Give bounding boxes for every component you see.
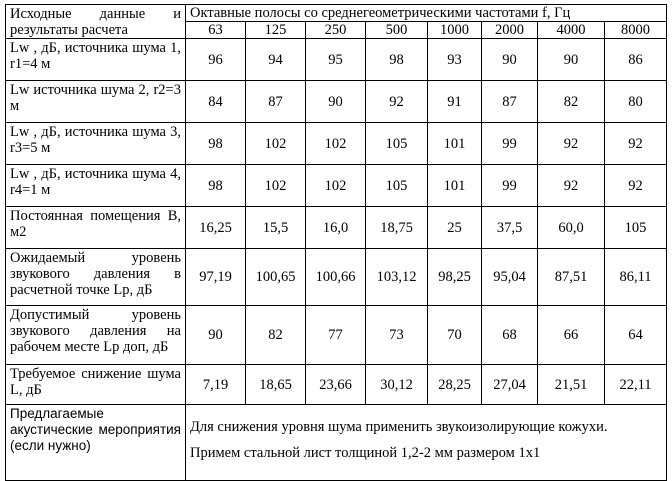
value-cell: 99 (482, 123, 538, 165)
value-cell: 90 (306, 81, 366, 123)
value-cell: 84 (186, 81, 246, 123)
value-cell: 18,75 (366, 207, 428, 249)
value-cell: 102 (306, 165, 366, 207)
value-cell: 99 (482, 165, 538, 207)
value-cell: 82 (246, 306, 306, 365)
value-cell: 21,51 (538, 365, 605, 405)
row-label-source-3: Lw , дБ, источника шума 3, r3=5 м (6, 123, 186, 165)
frequency-header: 63 (186, 22, 246, 39)
value-cell: 100,66 (306, 249, 366, 306)
value-cell: 98 (186, 123, 246, 165)
value-cell: 95 (306, 39, 366, 81)
value-cell: 92 (538, 165, 605, 207)
frequency-header: 1000 (428, 22, 482, 39)
value-cell: 101 (428, 123, 482, 165)
value-cell: 92 (605, 165, 667, 207)
value-cell: 30,12 (366, 365, 428, 405)
value-cell: 105 (605, 207, 667, 249)
table-row (6, 81, 667, 123)
value-cell: 101 (428, 165, 482, 207)
value-cell: 102 (246, 165, 306, 207)
value-cell: 82 (538, 81, 605, 123)
value-cell: 23,66 (306, 365, 366, 405)
value-cell: 92 (538, 123, 605, 165)
table-row (6, 165, 667, 207)
table-row (6, 365, 667, 405)
value-cell: 100,65 (246, 249, 306, 306)
bands-title: Октавные полосы со среднегеометрическими частотами f, Гц (186, 5, 667, 22)
value-cell: 37,5 (482, 207, 538, 249)
frequency-header: 125 (246, 22, 306, 39)
value-cell: 87,51 (538, 249, 605, 306)
value-cell: 94 (246, 39, 306, 81)
value-cell: 22,11 (605, 365, 667, 405)
frequency-header: 4000 (538, 22, 605, 39)
value-cell: 86 (605, 39, 667, 81)
row-label-source-1: Lw , дБ, источника шума 1, r1=4 м (6, 39, 186, 81)
value-cell: 73 (366, 306, 428, 365)
row-label-required-reduction: Требуемое снижение шума L, дБ (6, 365, 186, 405)
frequency-header: 8000 (605, 22, 667, 39)
value-cell: 80 (605, 81, 667, 123)
value-cell: 91 (428, 81, 482, 123)
value-cell: 102 (246, 123, 306, 165)
value-cell: 16,0 (306, 207, 366, 249)
value-cell: 90 (186, 306, 246, 365)
value-cell: 92 (366, 81, 428, 123)
value-cell: 25 (428, 207, 482, 249)
value-cell: 93 (428, 39, 482, 81)
measures-line-1: Для снижения уровня шума применить звукоизолирующие кожухи. (190, 418, 608, 435)
value-cell: 64 (605, 306, 667, 365)
measures-cell (186, 405, 667, 481)
header-label: Исходные данные и результаты расчета (6, 5, 186, 39)
value-cell: 97,19 (186, 249, 246, 306)
value-cell: 92 (605, 123, 667, 165)
value-cell: 7,19 (186, 365, 246, 405)
value-cell: 16,25 (186, 207, 246, 249)
table-row (6, 306, 667, 365)
table-row (6, 123, 667, 165)
row-label-expected-level: Ожидаемый уровень звукового давления в расчетной точке Lp, дБ (6, 249, 186, 306)
value-cell: 77 (306, 306, 366, 365)
value-cell: 96 (186, 39, 246, 81)
row-label-source-4: Lw , дБ, источника шума 4, r4=1 м (6, 165, 186, 207)
value-cell: 98,25 (428, 249, 482, 306)
value-cell: 103,12 (366, 249, 428, 306)
measures-line-2: Примем стальной лист толщиной 1,2-2 мм размером 1х1 (190, 444, 541, 461)
value-cell: 15,5 (246, 207, 306, 249)
table-row (6, 39, 667, 81)
frequency-header: 2000 (482, 22, 538, 39)
row-label-source-2: Lw источника шума 2, r2=3 м (6, 81, 186, 123)
value-cell: 102 (306, 123, 366, 165)
value-cell: 95,04 (482, 249, 538, 306)
value-cell: 105 (366, 123, 428, 165)
table-row (6, 207, 667, 249)
value-cell: 90 (482, 39, 538, 81)
frequency-header: 250 (306, 22, 366, 39)
value-cell: 18,65 (246, 365, 306, 405)
value-cell: 87 (482, 81, 538, 123)
value-cell: 28,25 (428, 365, 482, 405)
value-cell: 27,04 (482, 365, 538, 405)
row-label-room-constant: Постоянная помещения B, м2 (6, 207, 186, 249)
value-cell: 98 (366, 39, 428, 81)
value-cell: 90 (538, 39, 605, 81)
table-row (6, 249, 667, 306)
frequency-header: 500 (366, 22, 428, 39)
value-cell: 68 (482, 306, 538, 365)
value-cell: 98 (186, 165, 246, 207)
noise-calculation-table (5, 4, 667, 481)
value-cell: 66 (538, 306, 605, 365)
table-row (6, 405, 667, 481)
value-cell: 105 (366, 165, 428, 207)
value-cell: 87 (246, 81, 306, 123)
value-cell: 60,0 (538, 207, 605, 249)
row-label-allowed-level: Допустимый уровень звукового давления на рабочем месте Lp доп, дБ (6, 306, 186, 365)
value-cell: 70 (428, 306, 482, 365)
row-label-measures: Предлагаемые акустические мероприятия (если нужно) (6, 405, 186, 481)
value-cell: 86,11 (605, 249, 667, 306)
